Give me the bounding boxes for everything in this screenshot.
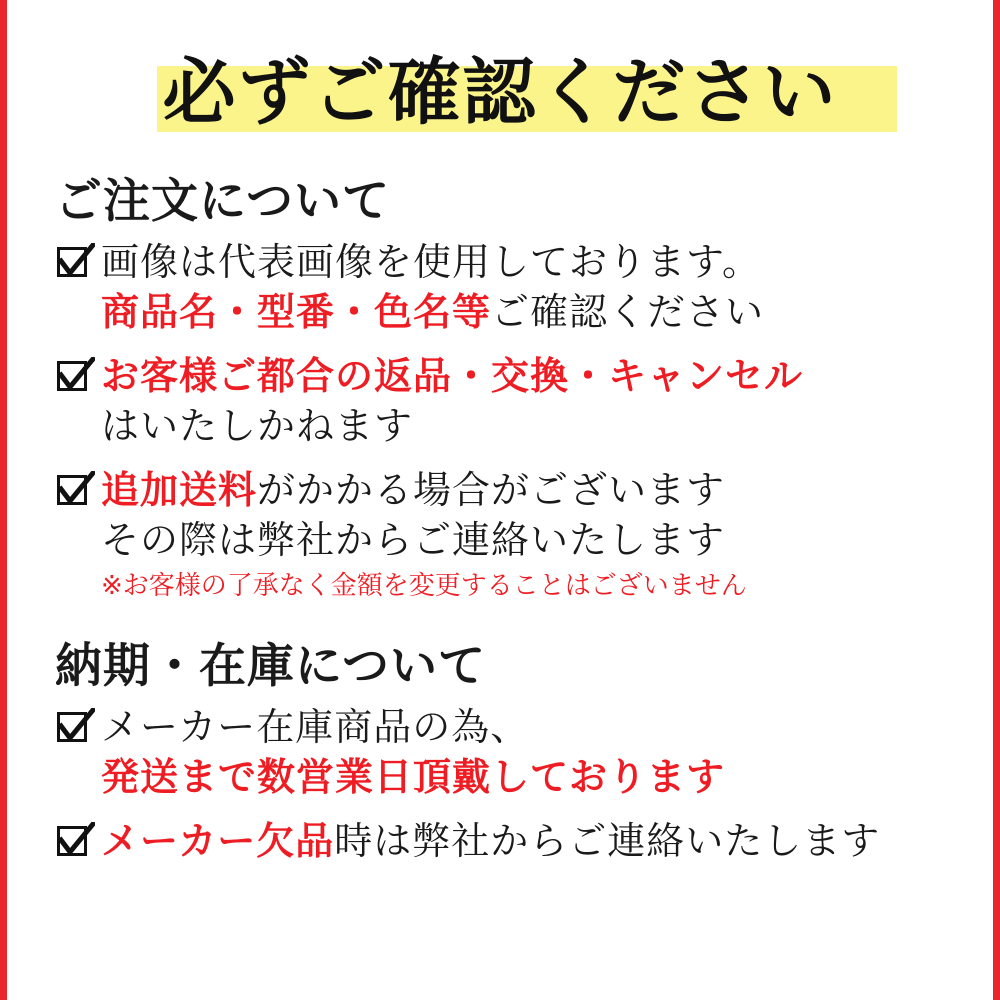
list-item (55, 351, 955, 451)
line-note: ※お客様の了承なく金額を変更することはございません (101, 571, 747, 601)
line-rest: ご確認ください (491, 290, 765, 334)
list-item (55, 465, 955, 605)
line-text (101, 287, 955, 337)
line-text: メーカー在庫商品の為、 (101, 705, 530, 749)
line-rest: がかかる場合がございます (257, 468, 726, 512)
line-emphasis: メーカー欠品 (101, 819, 335, 863)
line-text: 発送まで数営業日頂戴しております (101, 755, 726, 799)
line-text (101, 816, 955, 866)
line-text: はいたしかねます (101, 404, 414, 448)
line-emphasis: 追加送料 (101, 468, 258, 512)
checkmark-icon (55, 708, 95, 748)
line-emphasis: 商品名・型番・色名等 (101, 290, 492, 334)
line-text: その際は弊社からご連絡いたします (101, 518, 726, 562)
checkmark-icon (55, 243, 95, 283)
section-heading-delivery: 納期・在庫について (55, 639, 487, 694)
list-item-text (101, 237, 955, 337)
title-block (45, 34, 955, 154)
line-text: 画像は代表画像を使用しております。 (101, 240, 761, 284)
section-heading-order: ご注文について (55, 174, 391, 229)
list-item (55, 702, 955, 802)
line-text (101, 465, 955, 515)
checkmark-icon (55, 471, 95, 511)
line-rest: 時は弊社からご連絡いたします (334, 819, 881, 863)
notice-content (7, 0, 993, 1000)
list-item-text (101, 702, 955, 802)
line-text: お客様ご都合の返品・交換・キャンセル (101, 354, 804, 398)
list-item-text (101, 465, 955, 605)
page-title: 必ずご確認ください (162, 50, 838, 135)
checkmark-icon (55, 357, 95, 397)
list-item-text (101, 351, 955, 451)
list-item (55, 237, 955, 337)
list-item-text (101, 816, 955, 866)
list-item (55, 816, 955, 866)
checkmark-icon (55, 822, 95, 862)
